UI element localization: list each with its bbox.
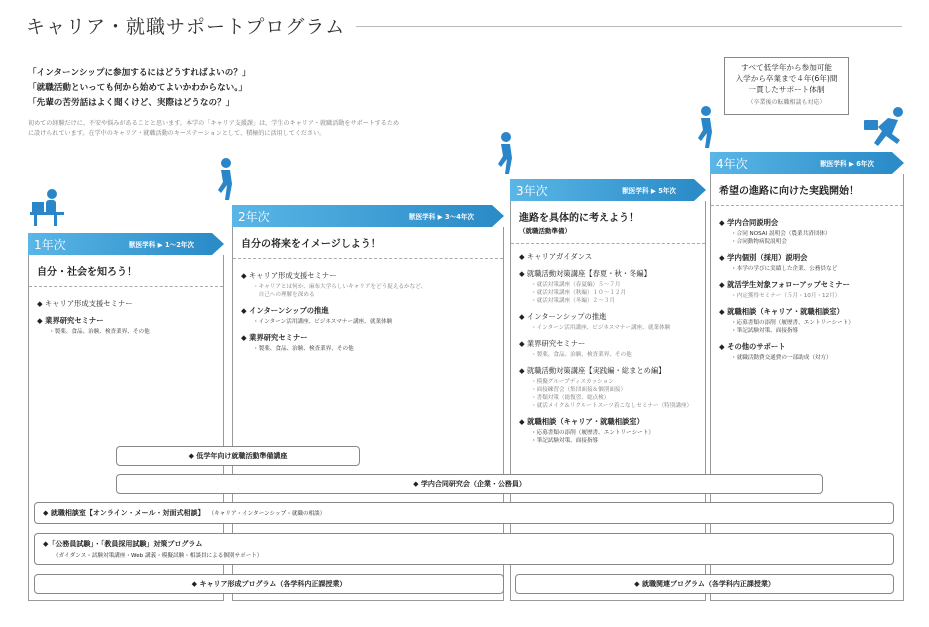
list-subitem: ・就職活動費交通費の一部助成（対方）: [731, 355, 832, 361]
support-note-box: [724, 57, 849, 115]
list-item: ◆ キャリアガイダンス: [519, 252, 593, 261]
bar-sub-label: （ガイダンス・試験対策講座・Web 講義・模擬試験・相談員による個別サポート）: [53, 553, 263, 559]
list-item: ◆ 学内個別（採用）説明会: [719, 253, 808, 262]
list-item: ◆ 学内合同説明会: [719, 218, 779, 227]
item-list: [711, 206, 903, 367]
year-heading: [511, 201, 705, 244]
list-subitem: ・応募書類の添削（履歴書、エントリーシート）: [531, 430, 654, 436]
list-subitem: ・合同動物病院説明会: [731, 239, 787, 245]
student-desk-icon: [28, 188, 72, 228]
bar-label: ◆ 就職関連プログラム（各学科内正課授業）: [634, 580, 775, 588]
note-line: 一貫したサポート体制: [748, 85, 825, 94]
list-item: ◆ 就職活動対策講座【春夏・秋・冬編】: [519, 269, 651, 278]
year-label: 4年次: [716, 156, 748, 171]
list-subitem: ・書類対策（総復習、総点検）: [531, 395, 610, 401]
year-sub: 獣医学科 ▶ 5年次: [622, 187, 676, 195]
walking-person-icon: [494, 132, 518, 176]
list-subitem: ・合同 NOSAI 説明会（農業共済団体）: [731, 231, 831, 237]
item-list: [29, 287, 223, 341]
list-item: ◆ インターンシップの推進: [519, 312, 607, 321]
bar-label: ◆ 低学年向け就職活動準備講座: [188, 452, 288, 460]
program-bar-consultation: [34, 502, 894, 524]
year-header: [710, 152, 892, 174]
list-subitem: ・面接練習会（集団面接＆個別面接）: [531, 387, 627, 393]
list-item: ◆ キャリア形成支援セミナー: [37, 299, 133, 308]
header-arrow: [892, 152, 904, 174]
header-arrow: [212, 233, 224, 255]
list-subitem: ・模擬グループディスカッション: [531, 379, 614, 385]
list-subitem: ・製薬、食品、治験、検査業界、その他: [253, 346, 354, 352]
list-subitem: ・就活対策講座（春夏編）５～７月: [531, 282, 621, 288]
year-heading-text: 進路を具体的に考えよう！: [519, 213, 639, 224]
header-arrow: [492, 205, 504, 227]
walking-person-icon: [214, 158, 238, 202]
list-subitem: ・インターン活用講座、ビジネスマナー講座、就業体験: [531, 325, 671, 331]
list-subitem: ・内定獲得セミナー（５月・10月・12月）: [731, 293, 841, 299]
item-list: [233, 259, 503, 358]
list-item: ◆ 就職相談（キャリア・就職相談室）: [519, 417, 644, 426]
program-bar-employment: [515, 574, 894, 594]
list-subitem: ・就活メイク＆リクルートスーツ着こなしセミナー（特別講座）: [531, 403, 693, 409]
year-sub: 獣医学科 ▶ 3～4年次: [409, 213, 474, 221]
list-subitem: ・本学の学びに実績した企業、公務員など: [731, 266, 838, 272]
running-businessperson-icon: [862, 106, 908, 148]
program-bar-low-grade: [116, 446, 360, 466]
list-subitem: ・筆記試験対策、面接指導: [731, 328, 799, 334]
year-heading: 希望の進路に向けた実践開始！: [711, 174, 903, 206]
intro-line: 初めての経験だけに、不安や悩みがあることと思います。本学の「キャリア支援課」は、学生のキャリア・就職活動をサポートするため: [28, 120, 400, 127]
year-heading-sub: （就職活動準備）: [519, 227, 571, 235]
question: 「就職活動といっても何から始めてよいかわからない。」: [28, 83, 248, 93]
title-divider: [356, 26, 902, 27]
note-line: 入学から卒業まで４年(6年)間: [735, 74, 838, 83]
intro-line: に設けられています。在学中のキャリア・就職活動のキーステーションとして、積極的に活用してください。: [28, 130, 326, 137]
list-subitem: 自己への理解を深める: [253, 292, 315, 298]
list-subitem: ・キャリアとは何か、麻布大学らしいキャリアをどう捉えるかなど、: [253, 284, 427, 290]
program-bar-joint-study: [116, 474, 823, 494]
list-item: ◆ 業界研究セミナー: [37, 316, 104, 325]
list-item: ◆ インターンシップの推進: [241, 306, 329, 315]
bar-label: ◆ 学内合同研究会（企業・公務員）: [413, 480, 526, 488]
list-subitem: ・就活対策講座（冬編）２～３月: [531, 298, 615, 304]
page-title: キャリア・就職サポートプログラム: [26, 16, 346, 38]
bar-label: ◆ 就職相談室【オンライン・メール・対面式相談】: [43, 509, 205, 517]
list-item: ◆ 就職活動対策講座【実践編・総まとめ編】: [519, 366, 666, 375]
year-header: [28, 233, 212, 255]
list-item: ◆ キャリア形成支援セミナー: [241, 271, 337, 280]
list-subitem: ・就活対策講座（秋編）１０～１２月: [531, 290, 627, 296]
list-item: ◆ 業界研究セミナー: [519, 339, 586, 348]
bar-sub-label: （キャリア・インターンシップ・就職の相談）: [208, 511, 326, 517]
list-item: ◆ 就職相談（キャリア・就職相談室）: [719, 307, 844, 316]
list-subitem: ・製薬、食品、治験、検査業界、その他: [49, 329, 150, 335]
list-subitem: ・筆記試験対策、面接指導: [531, 438, 599, 444]
year-header: [232, 205, 492, 227]
walking-person-icon: [694, 106, 718, 150]
year-label: 2年次: [238, 209, 270, 224]
list-item: ◆ 業界研究セミナー: [241, 333, 308, 342]
bar-label: ◆ キャリア形成プログラム（各学科内正課授業）: [191, 580, 347, 588]
intro-text: [28, 119, 448, 139]
bar-label: ◆「公務員試験」・「教員採用試験」対策プログラム: [43, 540, 203, 548]
year-heading: 自分・社会を知ろう！: [29, 255, 223, 287]
year-label: 1年次: [34, 237, 66, 252]
note-line: すべて低学年から参加可能: [741, 63, 832, 72]
program-bar-exam: [34, 533, 894, 565]
list-subitem: ・インターン活用講座、ビジネスマナー講座、就業体験: [253, 319, 393, 325]
header-arrow: [694, 179, 706, 201]
program-bar-career-formation: [34, 574, 504, 594]
questions: [28, 66, 251, 111]
year-heading: 自分の将来をイメージしよう！: [233, 227, 503, 259]
question: 「先輩の苦労話はよく聞くけど、実際はどうなの？」: [28, 98, 235, 108]
list-subitem: ・製薬、食品、治験、検査業界、その他: [531, 352, 632, 358]
year-label: 3年次: [516, 183, 548, 198]
question: 「インターンシップに参加するにはどうすればよいの？」: [28, 68, 251, 78]
item-list: [511, 244, 705, 450]
list-item: ◆ その他のサポート: [719, 342, 786, 351]
year-sub: 獣医学科 ▶ 6年次: [820, 160, 874, 168]
year-sub: 獣医学科 ▶ 1～2年次: [129, 241, 194, 249]
note-small: （卒業後の転職相談も対応）: [747, 99, 826, 106]
year-header: [510, 179, 694, 201]
list-subitem: ・応募書類の添削（履歴書、エントリーシート）: [731, 320, 854, 326]
list-item: ◆ 就活学生対象フォローアップセミナー: [719, 280, 850, 289]
